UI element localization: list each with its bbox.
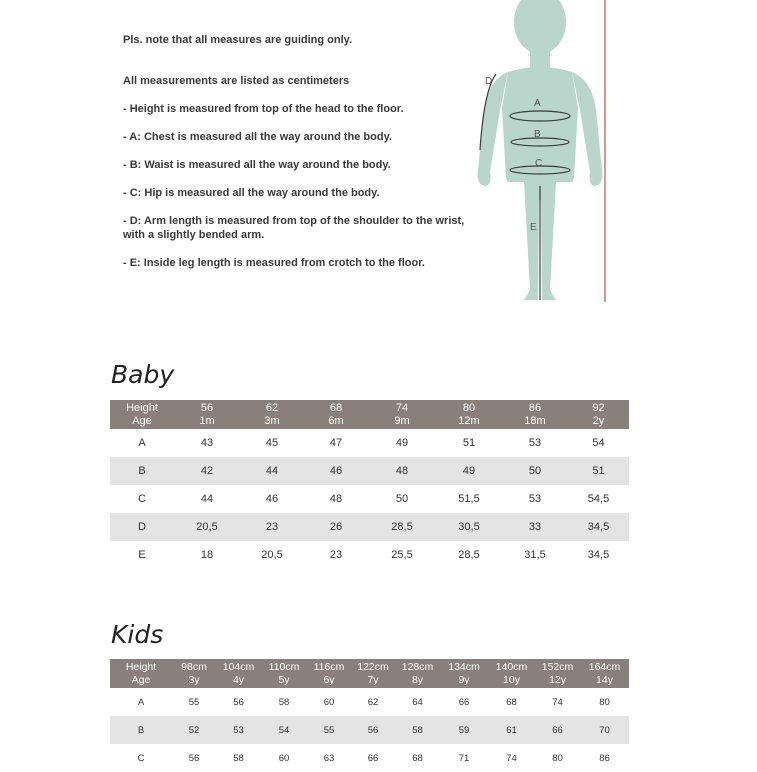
table-cell: 28,5 xyxy=(458,549,480,561)
table-cell: 20,5 xyxy=(174,513,240,541)
table-cell: 34,5 xyxy=(568,513,629,541)
figure-label-d: D xyxy=(485,76,493,87)
note-height: - Height is measured from top of the head to the floor. xyxy=(123,103,404,115)
measurement-notes xyxy=(123,33,483,270)
table-cell: 28,5 xyxy=(368,513,436,541)
header-label: 3m xyxy=(264,415,280,427)
table-cell: 53 xyxy=(528,493,542,505)
table-cell: 58 xyxy=(233,752,244,764)
note-c: - C: Hip is measured all the way around the body. xyxy=(123,187,380,199)
baby-header-cell xyxy=(568,400,629,429)
kids-header-cell xyxy=(216,659,261,688)
note-units: All measurements are listed as centimeters xyxy=(123,75,350,87)
table-cell: 80 xyxy=(599,696,610,708)
header-label: 122cm xyxy=(357,661,389,673)
table-cell: 42 xyxy=(174,457,240,485)
table-cell: 80 xyxy=(552,752,563,764)
table-cell: E xyxy=(138,549,146,561)
header-label: 62 xyxy=(265,402,279,414)
table-cell: 43 xyxy=(200,437,214,449)
header-label: 12y xyxy=(549,674,566,686)
header-label: 128cm xyxy=(401,661,434,673)
baby-header-cell xyxy=(174,400,240,429)
table-cell: 26 xyxy=(304,513,368,541)
header-label: 2y xyxy=(592,415,605,427)
table-row xyxy=(110,541,629,569)
table-row xyxy=(110,429,629,457)
header-label: Height xyxy=(125,661,157,673)
note-b: - B: Waist is measured all the way around the body. xyxy=(123,159,391,171)
figure-label-b: B xyxy=(534,129,541,140)
table-cell: 58 xyxy=(278,696,290,708)
table-cell: 60 xyxy=(323,696,335,708)
kids-header-cell xyxy=(307,659,351,688)
baby-header-cell xyxy=(304,400,368,429)
header-label: Age xyxy=(131,674,151,686)
table-cell: 23 xyxy=(329,549,343,561)
kids-header-cell xyxy=(110,659,172,688)
header-label: 12m xyxy=(458,415,480,427)
note-e: - E: Inside leg length is measured from crotch to the floor. xyxy=(123,257,425,269)
table-cell: B xyxy=(110,457,174,485)
table-cell: 66 xyxy=(458,696,470,708)
table-row xyxy=(110,457,629,485)
table-cell: 20,5 xyxy=(261,549,283,561)
table-cell: 23 xyxy=(240,513,304,541)
table-cell: 50 xyxy=(502,457,568,485)
table-cell: 63 xyxy=(323,752,335,764)
header-label: 8y xyxy=(411,674,424,686)
table-cell: 60 xyxy=(278,752,290,764)
table-cell: 49 xyxy=(436,457,502,485)
header-label: 152cm xyxy=(541,661,574,673)
table-cell: 56 xyxy=(188,752,200,764)
header-label: 104cm xyxy=(222,661,255,673)
header-label: 110cm xyxy=(268,661,300,673)
figure-label-c: C xyxy=(535,158,543,169)
table-cell: 46 xyxy=(265,493,279,505)
kids-header-cell xyxy=(261,659,307,688)
table-cell: 53 xyxy=(528,437,542,449)
note-guiding: Pls. note that all measures are guiding only. xyxy=(123,34,353,46)
table-cell: A xyxy=(137,696,145,708)
table-cell: 58 xyxy=(395,716,440,744)
table-cell: 59 xyxy=(440,716,488,744)
table-cell: 74 xyxy=(552,696,563,708)
baby-header-cell xyxy=(502,400,568,429)
table-row xyxy=(110,688,629,716)
kids-header-cell xyxy=(395,659,440,688)
table-row xyxy=(110,744,629,772)
baby-header-cell xyxy=(436,400,502,429)
table-cell: 18 xyxy=(200,549,214,561)
header-label: 164cm xyxy=(588,661,621,673)
table-cell: C xyxy=(138,493,146,505)
table-cell: A xyxy=(138,437,146,449)
baby-header-cell xyxy=(240,400,304,429)
table-cell: 47 xyxy=(329,437,343,449)
kids-section-title: Kids xyxy=(111,620,164,649)
table-cell: 64 xyxy=(412,696,423,708)
header-label: 9y xyxy=(458,674,470,686)
header-label: 3y xyxy=(188,674,200,686)
baby-size-table xyxy=(110,400,629,569)
header-label: 18m xyxy=(524,415,546,427)
table-cell: 74 xyxy=(506,752,517,764)
table-cell: 54 xyxy=(261,716,307,744)
note-d xyxy=(123,214,483,242)
table-cell: 54,5 xyxy=(587,493,610,505)
table-cell: 68 xyxy=(412,752,423,764)
table-cell: 61 xyxy=(488,716,535,744)
table-cell: 30,5 xyxy=(436,513,502,541)
header-label: 7y xyxy=(367,674,379,686)
header-label: 116cm xyxy=(313,661,345,673)
kids-header-cell xyxy=(172,659,216,688)
kids-header-cell xyxy=(488,659,535,688)
table-row xyxy=(110,485,629,513)
table-cell: 66 xyxy=(367,752,379,764)
baby-header-cell xyxy=(368,400,436,429)
table-row xyxy=(110,513,629,541)
header-label: 5y xyxy=(278,674,290,686)
header-label: Height xyxy=(126,402,158,414)
header-label: 140cm xyxy=(495,661,528,673)
kids-header-cell xyxy=(535,659,580,688)
table-cell: 52 xyxy=(172,716,216,744)
table-cell: 86 xyxy=(599,752,610,764)
header-label: 6m xyxy=(328,415,344,427)
child-measurement-figure xyxy=(470,0,620,305)
note-d-line2: with a slightly bended arm. xyxy=(123,229,265,241)
table-cell: 48 xyxy=(368,457,436,485)
header-label: 10y xyxy=(503,674,520,686)
note-d-line1: - D: Arm length is measured from top of the shoulder to the wrist, xyxy=(123,215,465,227)
table-cell: 49 xyxy=(395,437,409,449)
table-cell: 51,5 xyxy=(458,493,480,505)
table-cell: 46 xyxy=(304,457,368,485)
baby-section-title: Baby xyxy=(111,360,175,389)
table-cell: 31,5 xyxy=(524,549,546,561)
table-cell: 71 xyxy=(458,752,470,764)
header-label: 9m xyxy=(394,415,410,427)
kids-header-cell xyxy=(580,659,629,688)
header-label: 1m xyxy=(199,415,215,427)
table-cell: D xyxy=(110,513,174,541)
header-label: 80 xyxy=(462,402,476,414)
header-label: Age xyxy=(132,415,152,427)
header-label: 14y xyxy=(596,674,613,686)
header-label: 92 xyxy=(592,402,605,414)
table-cell: 54 xyxy=(592,437,605,449)
table-cell: 51 xyxy=(462,437,476,449)
table-cell: B xyxy=(110,716,172,744)
table-cell: 45 xyxy=(265,437,279,449)
header-label: 74 xyxy=(395,402,409,414)
header-label: 6y xyxy=(323,674,335,686)
table-cell: 66 xyxy=(535,716,580,744)
table-cell: 50 xyxy=(395,493,409,505)
kids-header-cell xyxy=(351,659,395,688)
header-label: 86 xyxy=(528,402,542,414)
table-cell: 25,5 xyxy=(391,549,413,561)
figure-label-a: A xyxy=(534,98,541,109)
table-cell: C xyxy=(137,752,145,764)
figure-label-e: E xyxy=(530,222,537,233)
table-cell: 33 xyxy=(502,513,568,541)
header-label: 56 xyxy=(200,402,214,414)
table-cell: 51 xyxy=(568,457,629,485)
kids-header-row xyxy=(110,659,629,688)
table-cell: 44 xyxy=(200,493,214,505)
table-cell: 56 xyxy=(233,696,244,708)
table-row xyxy=(110,716,629,744)
table-cell: 70 xyxy=(580,716,629,744)
table-cell: 34,5 xyxy=(587,549,610,561)
kids-size-table xyxy=(110,659,629,772)
table-cell: 68 xyxy=(506,696,517,708)
baby-header-cell xyxy=(110,400,174,429)
kids-header-cell xyxy=(440,659,488,688)
baby-header-row xyxy=(110,400,629,429)
table-cell: 48 xyxy=(329,493,343,505)
table-cell: 55 xyxy=(307,716,351,744)
note-a: - A: Chest is measured all the way around the body. xyxy=(123,131,392,143)
header-label: 98cm xyxy=(181,661,207,673)
table-cell: 44 xyxy=(240,457,304,485)
header-label: 134cm xyxy=(448,661,480,673)
header-label: 4y xyxy=(232,674,245,686)
table-cell: 53 xyxy=(216,716,261,744)
header-label: 68 xyxy=(329,402,343,414)
table-cell: 55 xyxy=(188,696,200,708)
table-cell: 56 xyxy=(351,716,395,744)
table-cell: 62 xyxy=(367,696,379,708)
